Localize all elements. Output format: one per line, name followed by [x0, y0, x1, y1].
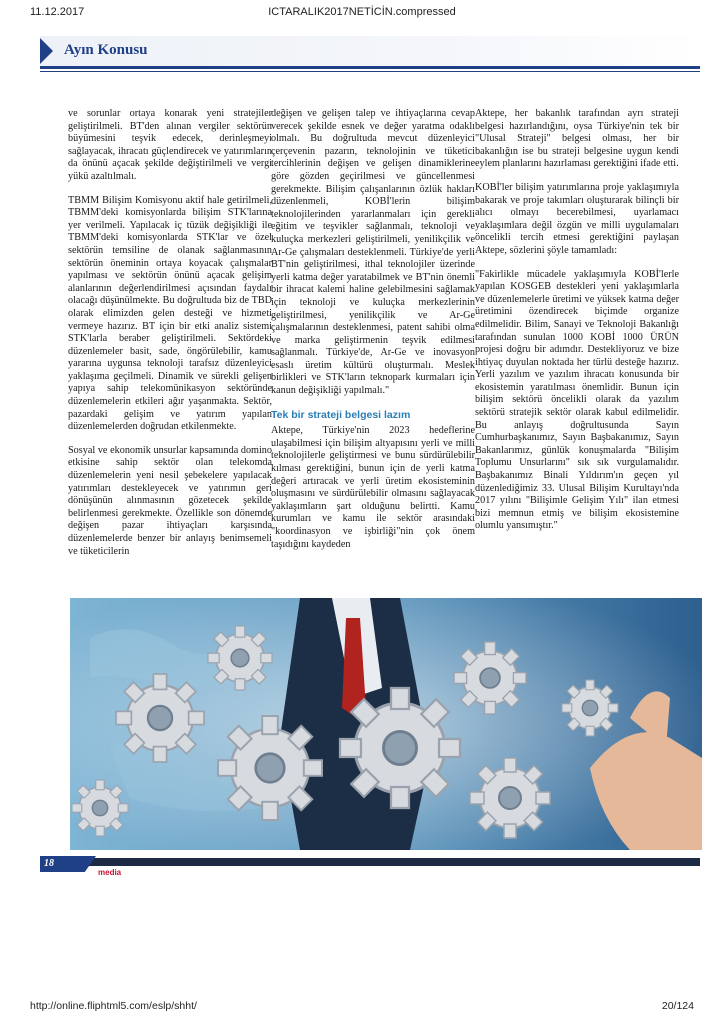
paragraph: Aktepe, Türkiye'nin 2023 hedeflerine ulaşabilmesi için bilişim altyapısını yerli ve milli teknolojilerle geliştirmesi ve bunu sürdürülebilir kılması gerektiğini, bunun için de yerli katma değeri artıracak ve yerli üretim ekosisteminin oluşmasını ve sürdürülebilir olmasını sağlayacak yaklaşımların şart olduğunu belirtti. Kamu kurumları ve kamu ile sektör arasındaki "koordinasyon ve işbirliği"nin çok önem taşıdığını kaydeden [271, 425, 475, 550]
paragraph: "Fakirlikle mücadele yaklaşımıyla KOBİ'lerle yapılan KOSGEB destekleri yeni yaklaşımlarla ve düzenlemelerle üretimi ve yüksek katma değer üretimini özendirecek biçimde organize edilmelidir. Bilim, Sanayi ve Teknoloji Bakanlığı tarafından sunulan 1000 KOBİ 1000 ÜRÜN projesi doğru bir adımdır. Destekliyoruz ve bize ihtiyaç duyulan noktada her türlü desteğe hazırız. Yerli yazılım ve yazılım ihracatı konusunda bir ekosistemin yaratılması önemlidir. Bunun için bilişim sektörü öncelikli olarak da yazılım sektörü stratejik sektör olarak kabul edilmelidir. Bu anlayış doğrultusunda Sayın Cumhurbaşkanımız, Sayın Başbakanımız, Sayın Bakanlarımız, günlük konuşmalarda "Bilişim Toplumu Unsurlarını" sık sık vurgulamalıdır. Başbakanımız Binali Yıldırım'ın geçen yıl düzenlediğimiz 33. Ulusal Bilişim Kurultayı'nda 2017 yılını "Bilişimle Gelişim Yılı" ilan etmesi bizi memnun etmiş ve bilişim ekosistemine olumlu yansımıştır." [475, 268, 679, 532]
page-bottom-bar [40, 858, 700, 866]
page-number: 18 [44, 858, 54, 869]
section-title: Ayın Konusu [64, 42, 148, 58]
paragraph: ve sorunlar ortaya konarak yeni stratejiler geliştirilmeli. BT'den alınan vergiler sektörün büyümesini teşvik edecek, derinleşmeyi sağlayacak, ihracatı güçlendirecek ve yatırımların da önünü açacak şekilde değiştirilmeli ve vergi yükü azaltılmalı. [68, 108, 272, 182]
paragraph: değişen ve gelişen talep ve ihtiyaçlarına cevap verecek şekilde esnek ve değer yaratma odaklı olmalı. Bu doğrultuda mevcut düzenleyici çerçevenin pazarın, teknolojinin ve tüketici tercihlerinin değişen ve gelişen dinamiklerine göre gözden geçirilmesi ve güncellenmesi gerekmekte. Bilişim çalışanlarının özlük hakları düzenlenmeli, KOBİ'lerin bilişim teknolojilerinden yararlanmaları için gerekli eğitim ve teşvikler sağlanmalı, teknoloji ve kuluçka merkezleri geliştirilmeli, yenilikçilik ve Ar-Ge çalışmaları desteklenmeli. Türkiye'de yerli BT'nin geliştirilmesi, ithal teknolojiler üzerinde yerli katma değer yaratabilmek ve BT'nin önemli bir ihracat kalemi haline gelebilmesini sağlamak için teknoloji ve kuluçka merkezlerinin geliştirilmesi, yenilikçilik ve Ar-Ge çalışmalarının desteklenmesi, patent sahibi olma ve marka geliştirmenin teşvik edilmesi sağlanmalı. Türkiye'de, Ar-Ge ve inovasyon esaslı üretim kültürü oluşturmalı. Meslek birlikleri ve STK'ların teknopark kurmaları için kanun değişikliği yapılmalı." [271, 108, 475, 397]
paragraph: KOBİ'ler bilişim yatırımlarına proje yaklaşımıyla bakarak ve proje takımları oluşturarak bilinçli bir alıcı olmayı becerebilmesi, uyarlamacı yaklaşımlara değil özgün ve milli uygulamaları öncelikli tercih etmesi gerektiğini paylaşan Aktepe, sözlerini şöyle tamamladı: [475, 181, 679, 256]
paragraph: Aktepe, her bakanlık tarafından ayrı strateji belgesi hazırlandığını, oysa Türkiye'nin tek bir "Ulusal Strateji" belgesi olması, her bir bakanlığın ise bu strateji belgesine uygun kendi eylem planlarını hazırlaması gerektiğini ifade etti. [475, 108, 679, 170]
section-triangle-icon [40, 38, 53, 64]
article-column-3 [475, 108, 679, 544]
print-header [0, 6, 724, 20]
print-footer [0, 1000, 724, 1014]
article-photo [70, 598, 702, 850]
article-column-2 [271, 108, 475, 562]
article-column-1 [68, 108, 272, 569]
subheading: Tek bir strateji belgesi lazım [271, 408, 411, 421]
section-band [40, 36, 700, 72]
print-title: ICTARALIK2017NETİCİN.compressed [268, 6, 456, 18]
gears-illustration [70, 598, 702, 850]
section-rule [40, 66, 700, 69]
paragraph: Sosyal ve ekonomik unsurlar kapsamında domino etkisine sahip sektör olan telekomda düzenlemelerin yeni nesil şebekelere yapılacak yatırımları destekleyecek ve yatırımın geri dönüşünün alınmasının gözetecek şekilde belirlenmesi gerekmekte. Özellikle son dönemde değişen pazar ihtiyaçları karşısında düzenlemelerde benzer bir anlayış benimsemeli ve tüketicilerin [68, 444, 272, 557]
paragraph: TBMM Bilişim Komisyonu aktif hale getirilmeli, TBMM'deki komisyonlarda bilişim STK'larına yer verilmeli. Yapılacak iç tüzük değişikliği ile TBMM'deki komisyonlarda STK'lar ve özel sektörün temsiline de olanak sağlanmasının sektörün öneminin ortaya koyacak çalışmalar yapılması ve sektörün önünü açacak gelişim alanlarının değerlendirilmesi açısından faydalı olacağı düşünülmekte. Bu doğrultuda biz de TBD olarak elimizden gelen desteği ve hizmeti vermeye hazırız. BT için bir etki analiz sistemi STK'larla beraber geliştirilmeli. Sektördeki düzenlemeler basit, sade, öngörülebilir, kamu yararına uygunsa teknoloji tarafsız düzenleyici yaklaşıma geçilmeli. Dinamik ve sürekli gelişen yapıya sahip telekomünikasyon sektöründe düzenlemelerin etkileri ağır yaşanmakta. Sektör, pazardaki gelişim ve yatırım yapılan düzenlemelerden doğrudan etkilenmekte. [68, 194, 272, 433]
publisher-logo: media [98, 868, 122, 877]
section-rule-thin [40, 71, 700, 72]
print-page-count: 20/124 [661, 1000, 694, 1012]
print-date: 11.12.2017 [30, 6, 85, 18]
print-url: http://online.fliphtml5.com/eslp/shht/ [30, 1000, 197, 1012]
